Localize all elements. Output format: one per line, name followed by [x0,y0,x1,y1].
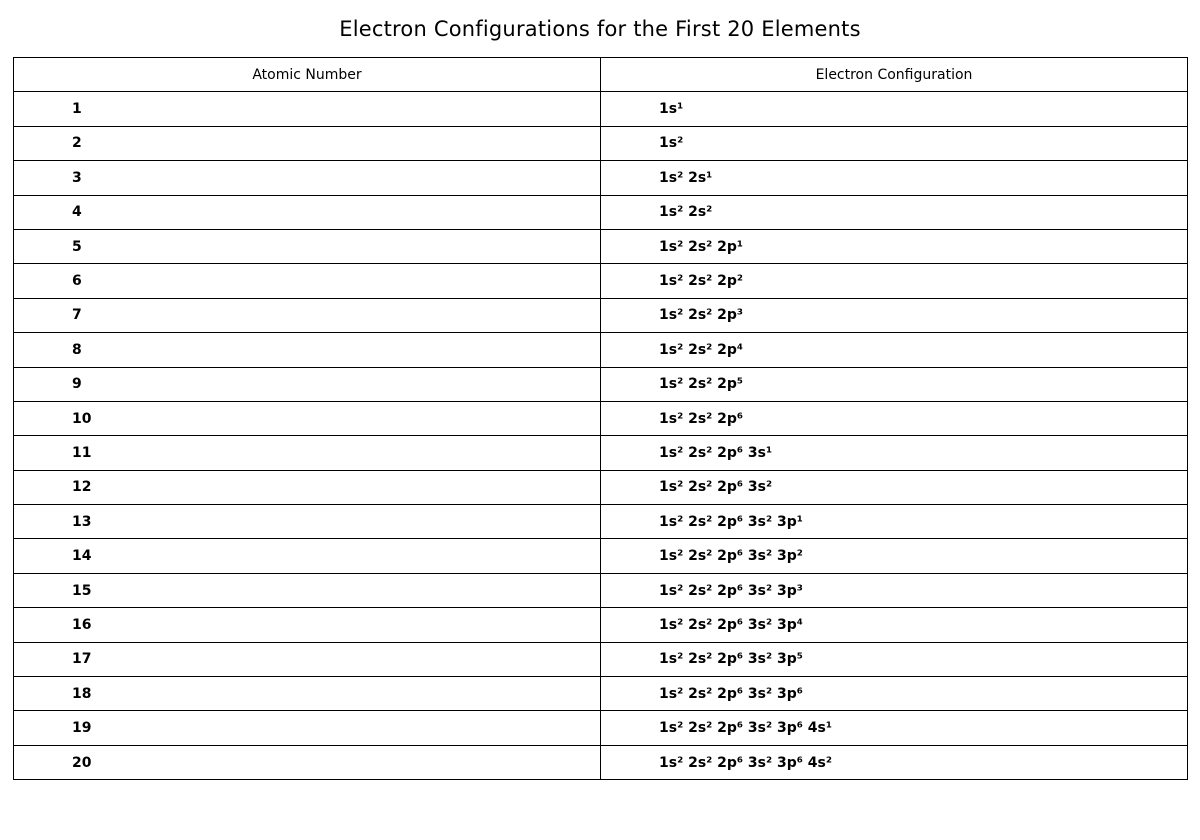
column-header-electron-configuration: Electron Configuration [601,58,1188,92]
table-row [14,229,1188,263]
electron-configuration-cell: 1s² 2s² 2p² [601,264,1188,298]
atomic-number-cell: 11 [14,436,601,470]
table-row [14,298,1188,332]
atomic-number-cell: 17 [14,642,601,676]
page-title: Electron Configurations for the First 20 Elements [339,17,861,41]
atomic-number-cell: 14 [14,539,601,573]
electron-configuration-cell: 1s² 2s² 2p⁶ 3s² 3p⁴ [601,608,1188,642]
column-header-atomic-number: Atomic Number [14,58,601,92]
electron-configuration-cell: 1s² 2s² 2p⁶ 3s² 3p⁶ 4s¹ [601,711,1188,745]
atomic-number-cell: 2 [14,126,601,160]
atomic-number-cell: 4 [14,195,601,229]
atomic-number-cell: 12 [14,470,601,504]
electron-configuration-cell: 1s² 2s² 2p⁶ 3s² 3p³ [601,573,1188,607]
table-row [14,573,1188,607]
electron-configuration-cell: 1s² 2s² 2p⁴ [601,333,1188,367]
atomic-number-cell: 5 [14,229,601,263]
electron-configuration-cell: 1s² 2s² 2p⁶ 3s² 3p¹ [601,505,1188,539]
table-row [14,126,1188,160]
table-row [14,92,1188,126]
atomic-number-cell: 19 [14,711,601,745]
electron-configuration-cell: 1s² [601,126,1188,160]
table-row [14,436,1188,470]
electron-configuration-cell: 1s² 2s² 2p⁶ 3s² 3p⁶ 4s² [601,745,1188,779]
table-row [14,161,1188,195]
atomic-number-cell: 18 [14,677,601,711]
electron-configuration-cell: 1s² 2s² 2p⁶ 3s¹ [601,436,1188,470]
table-row [14,642,1188,676]
electron-configuration-cell: 1s¹ [601,92,1188,126]
table-body [14,92,1188,780]
electron-configuration-cell: 1s² 2s² 2p⁶ 3s² 3p⁶ [601,677,1188,711]
table-row [14,367,1188,401]
table-row [14,711,1188,745]
electron-configuration-cell: 1s² 2s² 2p⁶ 3s² 3p² [601,539,1188,573]
table-header-row [14,58,1188,92]
atomic-number-cell: 6 [14,264,601,298]
table-row [14,608,1188,642]
atomic-number-cell: 7 [14,298,601,332]
electron-configuration-cell: 1s² 2s¹ [601,161,1188,195]
electron-configuration-cell: 1s² 2s² 2p⁶ 3s² [601,470,1188,504]
atomic-number-cell: 9 [14,367,601,401]
atomic-number-cell: 15 [14,573,601,607]
table-row [14,401,1188,435]
electron-configuration-cell: 1s² 2s² 2p⁶ 3s² 3p⁵ [601,642,1188,676]
table-row [14,677,1188,711]
atomic-number-cell: 13 [14,505,601,539]
atomic-number-cell: 1 [14,92,601,126]
electron-configuration-cell: 1s² 2s² [601,195,1188,229]
table-row [14,470,1188,504]
electron-configuration-cell: 1s² 2s² 2p³ [601,298,1188,332]
table-row [14,264,1188,298]
electron-configuration-cell: 1s² 2s² 2p¹ [601,229,1188,263]
table-row [14,505,1188,539]
table-row [14,745,1188,779]
table-row [14,195,1188,229]
atomic-number-cell: 8 [14,333,601,367]
table-row [14,333,1188,367]
atomic-number-cell: 3 [14,161,601,195]
electron-configuration-cell: 1s² 2s² 2p⁵ [601,367,1188,401]
atomic-number-cell: 16 [14,608,601,642]
atomic-number-cell: 10 [14,401,601,435]
electron-configuration-cell: 1s² 2s² 2p⁶ [601,401,1188,435]
atomic-number-cell: 20 [14,745,601,779]
table-row [14,539,1188,573]
electron-configuration-table [13,57,1188,780]
